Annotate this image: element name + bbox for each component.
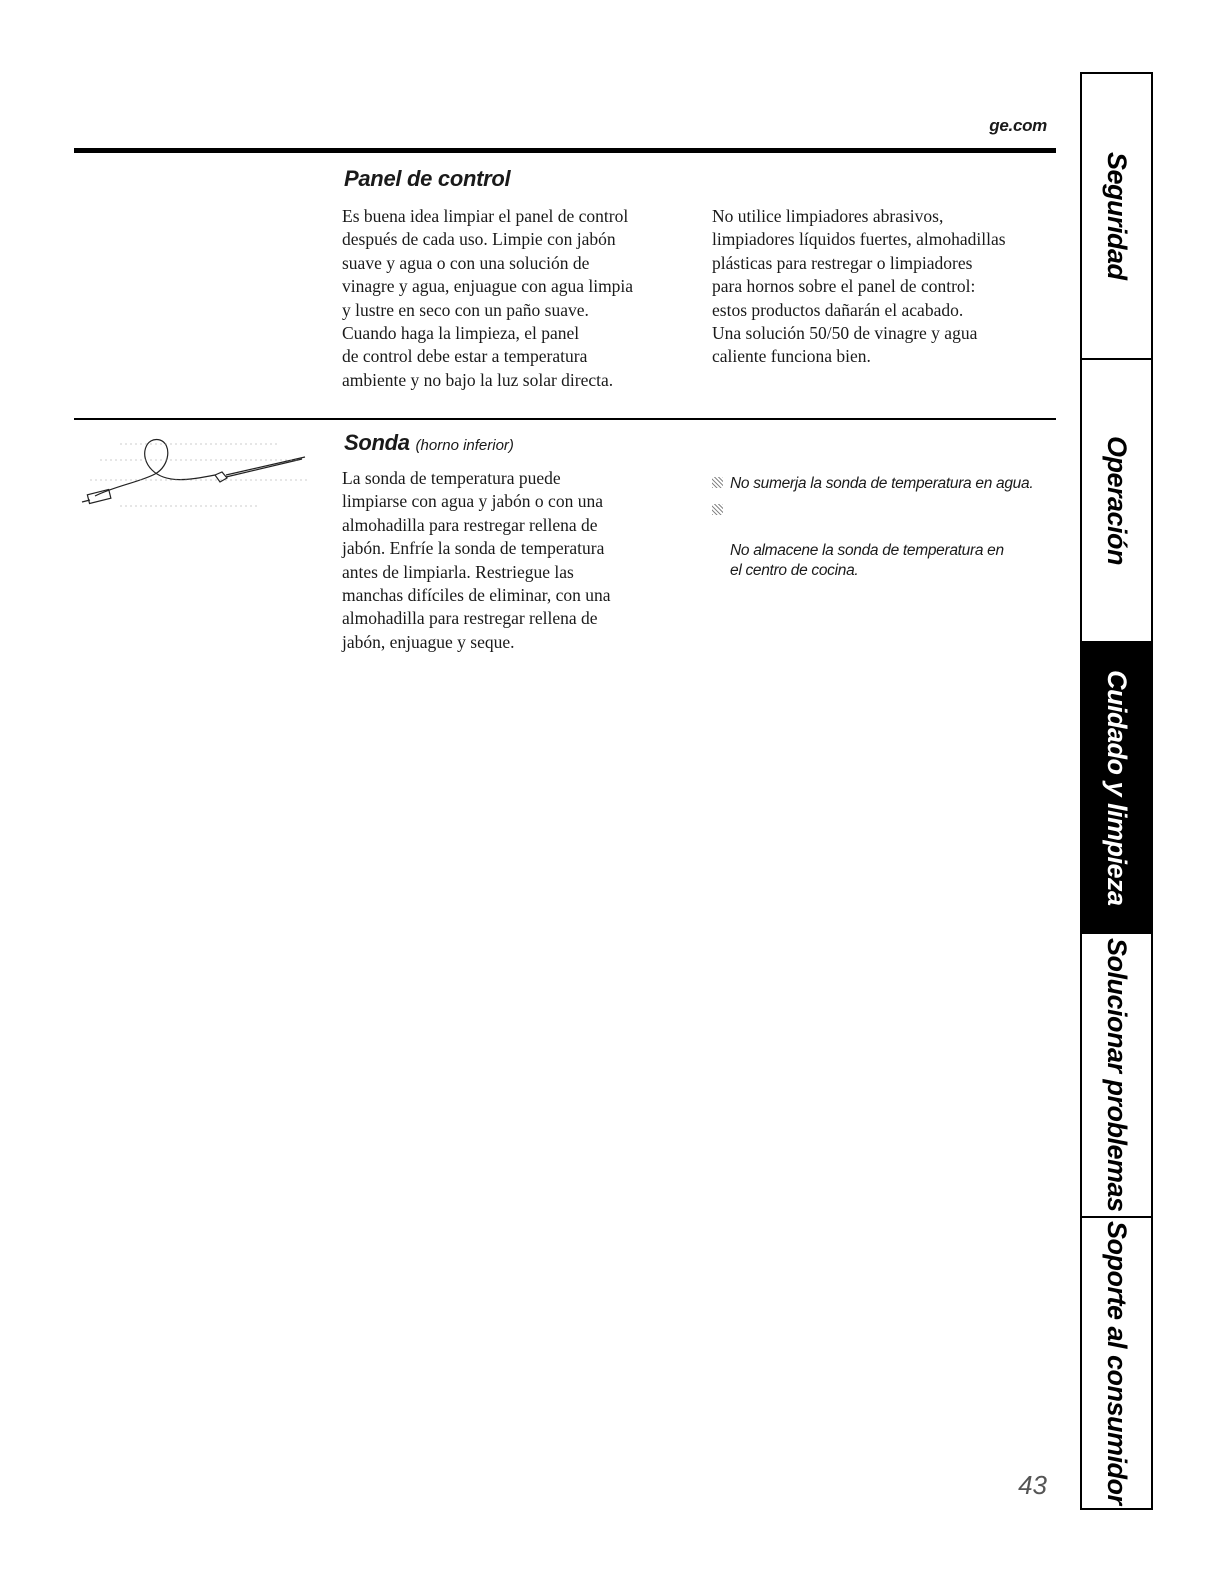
panel-care-text: Es buena idea limpiar el panel de control después de cada uso. Limpie con jabón suave y agua o con una solución de vinagre y agua, enjuague con agua limpia y lustre en seco con un paño suave. Cuando haga la limpieza, el panel de control debe estar a temperatura ambiente y no bajo la luz solar directa. — [342, 206, 634, 390]
tab-label: Seguridad — [1102, 152, 1132, 280]
probe-warning-1: No sumerja la sonda de temperatura en agua. — [730, 475, 1034, 492]
section-tabs — [1080, 72, 1153, 1510]
tab-label: Soporte al consumidor — [1102, 1221, 1132, 1505]
probe-subtitle: (horno inferior) — [415, 437, 514, 454]
list-item — [712, 501, 1062, 581]
site-url[interactable]: ge.com — [989, 116, 1047, 135]
section-divider — [74, 418, 1056, 420]
probe-warning-2: No almacene la sonda de temperatura en el centro de cocina. — [730, 542, 1004, 579]
tab-label: Operación — [1102, 435, 1132, 566]
probe-warnings-list — [712, 474, 1062, 588]
list-item — [712, 474, 1062, 494]
tab-soporte-al-consumidor[interactable] — [1082, 1218, 1151, 1508]
probe-care-text: La sonda de temperatura puede limpiarse con agua y jabón o con una almohadilla para restregar rellena de jabón. Enfríe la sonda de temperatura antes de limpiarla. Restriegue las manchas difíciles de eliminar, con una almohadilla para restregar rellena de jabón, enjuague y seque. — [342, 468, 611, 652]
tab-cuidado-y-limpieza[interactable] — [1082, 643, 1151, 934]
tab-seguridad[interactable] — [1082, 74, 1151, 360]
tab-operacion[interactable] — [1082, 360, 1151, 643]
probe-heading — [344, 430, 514, 456]
tab-label: Solucionar problemas — [1102, 938, 1132, 1212]
panel-heading: Panel de control — [344, 166, 511, 191]
bullet-icon — [712, 504, 723, 515]
temperature-probe-illustration — [80, 430, 312, 514]
top-divider — [74, 148, 1056, 153]
panel-warning-text: No utilice limpiadores abrasivos, limpiadores líquidos fuertes, almohadillas plásticas para restregar o limpiadores para hornos sobre el panel de control: estos productos dañarán el acabado. Una solución 50/50 de vinagre y agua caliente funciona bien. — [712, 206, 1006, 367]
bullet-icon — [712, 477, 723, 488]
tab-solucionar-problemas[interactable] — [1082, 934, 1151, 1218]
tab-label: Cuidado y limpieza — [1102, 669, 1132, 906]
page-number: 43 — [1018, 1470, 1047, 1500]
probe-title: Sonda — [344, 430, 410, 455]
